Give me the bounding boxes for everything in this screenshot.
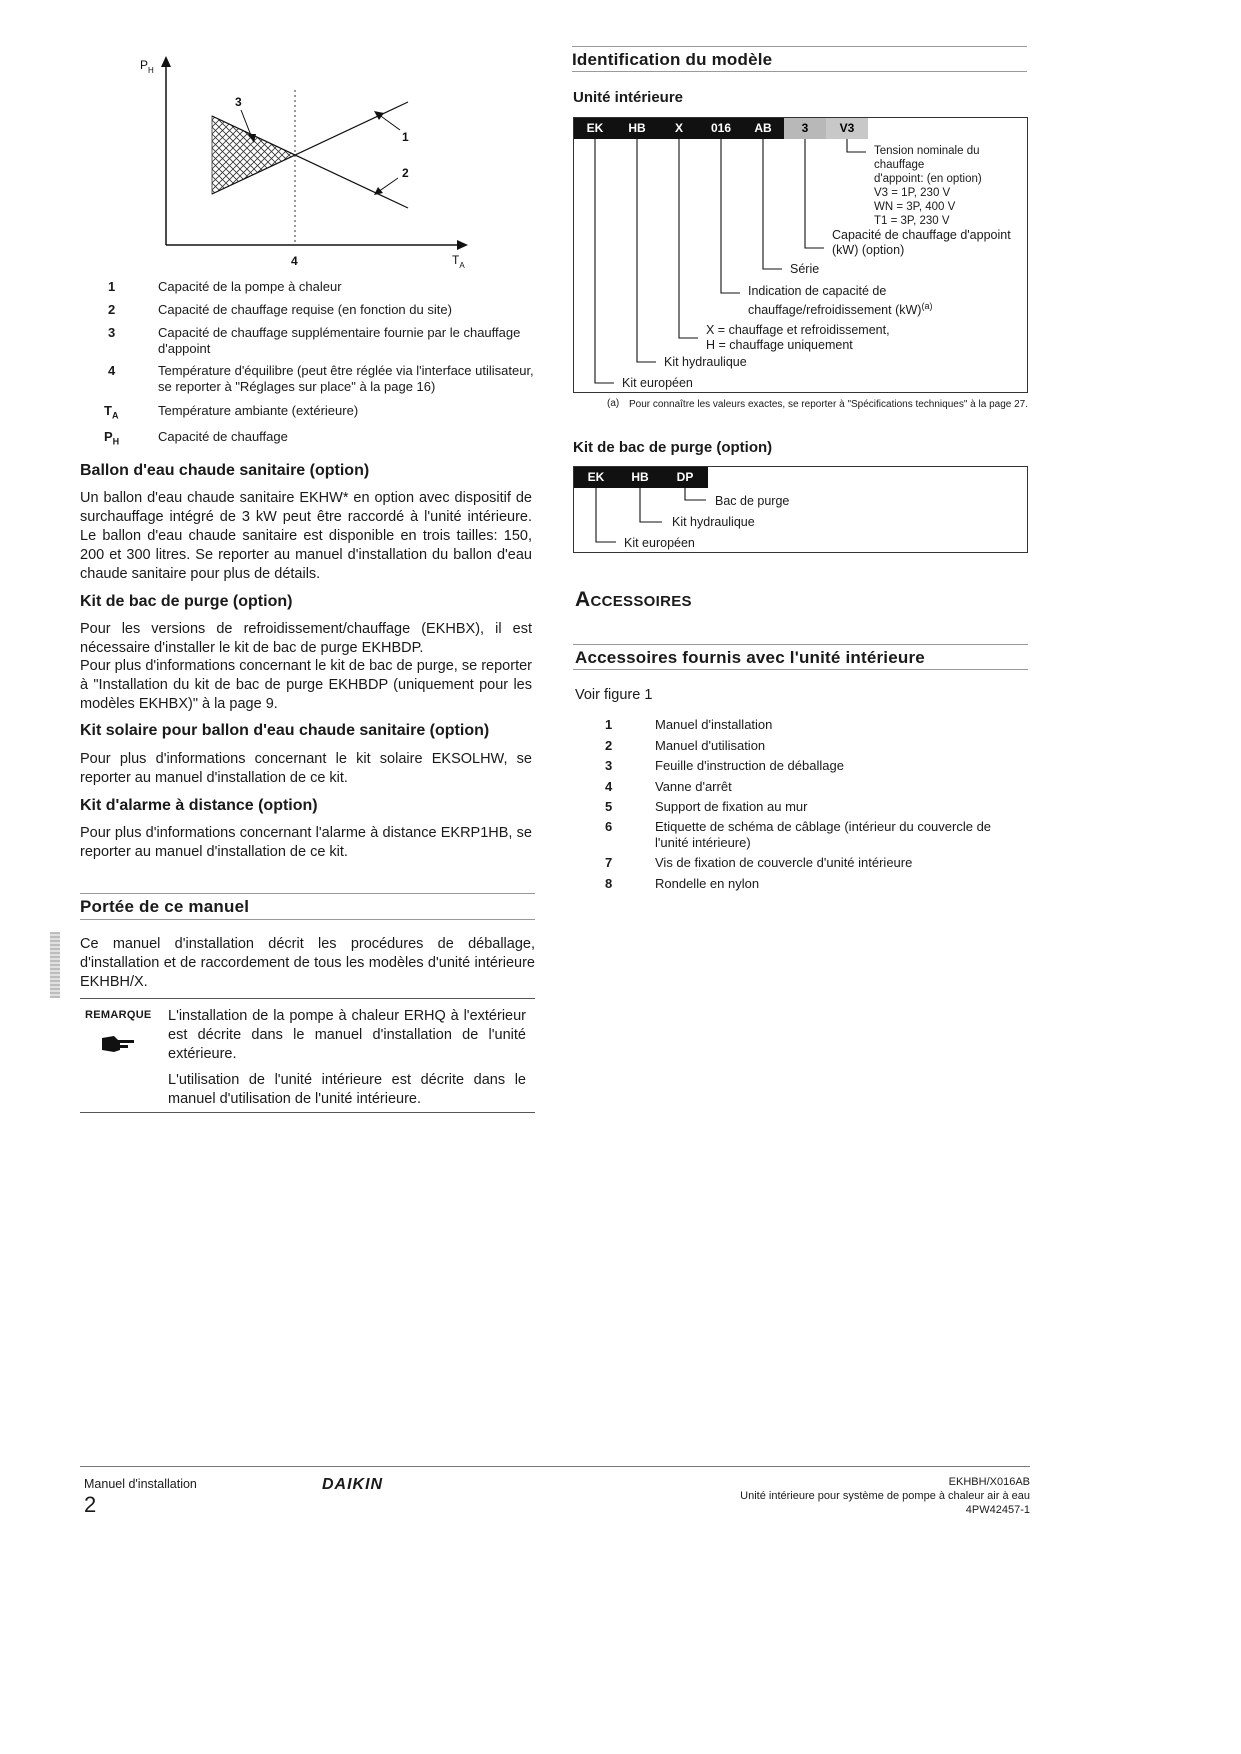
code-x: X [658, 118, 700, 139]
accessory-item: 3 Feuille d'instruction de déballage [605, 758, 844, 773]
hatched-backup-area [212, 116, 295, 194]
accessory-item: 2 Manuel d'utilisation [605, 738, 766, 753]
callout-4: 4 [291, 254, 298, 268]
bac-text-2: Pour plus d'informations concernant le kit de bac de purge, se reporter à "Installation du kit de bac de purge EKHBDP (uniquement pour les modèles EKHBX)" à la page 9. [80, 658, 532, 712]
legend-item: 2 Capacité de chauffage requise (en fonction du site) [108, 302, 452, 317]
accessory-item: 8 Rondelle en nylon [605, 876, 760, 891]
bac-code-ek: EK [574, 467, 618, 488]
footer-rule [80, 1466, 1030, 1467]
x-axis-label: $T_A$ [452, 253, 465, 270]
pointing-hand-icon [100, 1032, 140, 1054]
code-v3: V3 [826, 118, 868, 139]
legend-item: 3 Capacité de chauffage supplémentaire fournie par le chauffage d'appoint [108, 325, 521, 356]
label-x-h: X = chauffage et refroidissement, H = chauffage uniquement [706, 323, 890, 352]
y-axis-arrow [161, 56, 171, 67]
bac-code-dp: DP [662, 467, 708, 488]
code-ek: EK [574, 118, 616, 139]
code-016: 016 [700, 118, 742, 139]
margin-change-bar [50, 932, 60, 998]
bac-label-kit-hydraulique: Kit hydraulique [672, 515, 755, 529]
code-hb: HB [616, 118, 658, 139]
footnote-key: (a) [607, 398, 620, 409]
bac-code-diagram [573, 466, 1028, 553]
divider [80, 893, 535, 894]
code-3: 3 [784, 118, 826, 139]
label-serie: Série [790, 262, 820, 276]
bac-diagram-title: Kit de bac de purge (option) [573, 439, 773, 456]
footer-model: EKHBH/X016AB [948, 1476, 1030, 1488]
label-kit-europeen: Kit européen [622, 376, 693, 390]
heating-capacity-diagram [100, 50, 500, 280]
accessory-item: 5 Support de fixation au mur [605, 799, 808, 814]
remarque-text-2: L'utilisation de l'unité intérieure est décrite dans le manuel d'utilisation de l'unité intérieure. [168, 1072, 526, 1107]
bac-label-bac: Bac de purge [715, 494, 790, 508]
alarme-title: Kit d'alarme à distance (option) [80, 797, 318, 814]
divider [572, 46, 1027, 47]
x-axis-arrow [457, 240, 468, 250]
fournis-title: Accessoires fournis avec l'unité intérieure [575, 648, 925, 667]
legend-item: 4 Température d'équilibre (peut être réglée via l'interface utilisateur, se reporter à "Réglages sur place" à la page 16) [108, 363, 534, 394]
solaire-text: Pour plus d'informations concernant le kit solaire EKSOLHW, se reporter au manuel d'installation de ce kit. [80, 751, 532, 786]
callout-2: 2 [402, 166, 409, 180]
divider [572, 71, 1027, 72]
remarque-text-1: L'installation de la pompe à chaleur ERHQ à l'extérieur est décrite dans le manuel d'installation de l'unité extérieure. [168, 1008, 526, 1062]
identification-title: Identification du modèle [572, 50, 773, 69]
model-code-diagram [573, 117, 1028, 393]
callout-1: 1 [402, 130, 409, 144]
voir-figure: Voir figure 1 [575, 687, 653, 703]
divider [573, 644, 1028, 645]
label-indication: Indication de capacité de chauffage/refroidissement (kW)$^{(a)}$ [748, 284, 933, 318]
divider [573, 669, 1028, 670]
bac-label-kit-europeen: Kit européen [624, 536, 695, 550]
solaire-title: Kit solaire pour ballon d'eau chaude sanitaire (option) [80, 722, 490, 739]
divider [80, 1112, 535, 1113]
divider [80, 919, 535, 920]
y-axis-label: $P_H$ [140, 58, 154, 75]
ballon-title: Ballon d'eau chaude sanitaire (option) [80, 462, 370, 479]
bac-code-hb: HB [618, 467, 662, 488]
portee-title: Portée de ce manuel [80, 897, 250, 916]
footnote-text: Pour connaître les valeurs exactes, se reporter à "Spécifications techniques" à la page 27. [629, 399, 1028, 410]
accessory-item: 6 Etiquette de schéma de câblage (intérieur du couvercle de l'unité intérieure) [605, 819, 992, 850]
unite-title: Unité intérieure [573, 89, 684, 106]
label-tension: Tension nominale du chauffage d'appoint: (en option) V3 = 1P, 230 V WN = 3P, 400 V T1 = 3P, 230 V [874, 145, 982, 227]
footer-ref: 4PW42457-1 [965, 1504, 1030, 1516]
remarque-label: REMARQUE [85, 1009, 152, 1021]
legend-item: $T_A$ Température ambiante (extérieure) [104, 403, 359, 421]
accessory-item: 4 Vanne d'arrêt [605, 779, 732, 794]
footer-desc: Unité intérieure pour système de pompe à chaleur air à eau [740, 1490, 1030, 1502]
code-ab: AB [742, 118, 784, 139]
label-kit-hydraulique: Kit hydraulique [664, 355, 747, 369]
bac-title: Kit de bac de purge (option) [80, 593, 293, 610]
divider [80, 998, 535, 999]
alarme-text: Pour plus d'informations concernant l'alarme à distance EKRP1HB, se reporter au manuel d'installation de ce kit. [80, 825, 532, 860]
legend-item: 1 Capacité de la pompe à chaleur [108, 279, 342, 294]
accessoires-title: Accessoires [575, 588, 692, 611]
accessory-item: 1 Manuel d'installation [605, 717, 773, 732]
accessory-item: 7 Vis de fixation de couvercle d'unité intérieure [605, 855, 913, 870]
legend-item: $P_H$ Capacité de chauffage [104, 429, 288, 447]
label-capacite: Capacité de chauffage d'appoint (kW) (option) [832, 228, 1011, 257]
portee-text: Ce manuel d'installation décrit les procédures de déballage, d'installation et de raccordement de tous les modèles d'unité intérieure EKHBH/X. [80, 936, 535, 990]
footer-brand-logo: DAIKIN [322, 1476, 384, 1493]
callout-3: 3 [235, 95, 242, 109]
footer-manual: Manuel d'installation [84, 1477, 197, 1491]
footer-page-number: 2 [84, 1492, 97, 1517]
bac-text: Pour les versions de refroidissement/chauffage (EKHBX), il est nécessaire d'installer le kit de bac de purge EKHBDP. [80, 621, 532, 656]
ballon-text: Un ballon d'eau chaude sanitaire EKHW* en option avec dispositif de surchauffage intégré de 3 kW peut être raccordé à l'unité intérieure. Le ballon d'eau chaude sanitaire est disponible en trois tailles: 150, 200 et 300 litres. Se reporter au manuel d'installation du ballon d'eau chaude sanitaire pour plus de détails. [80, 490, 532, 582]
